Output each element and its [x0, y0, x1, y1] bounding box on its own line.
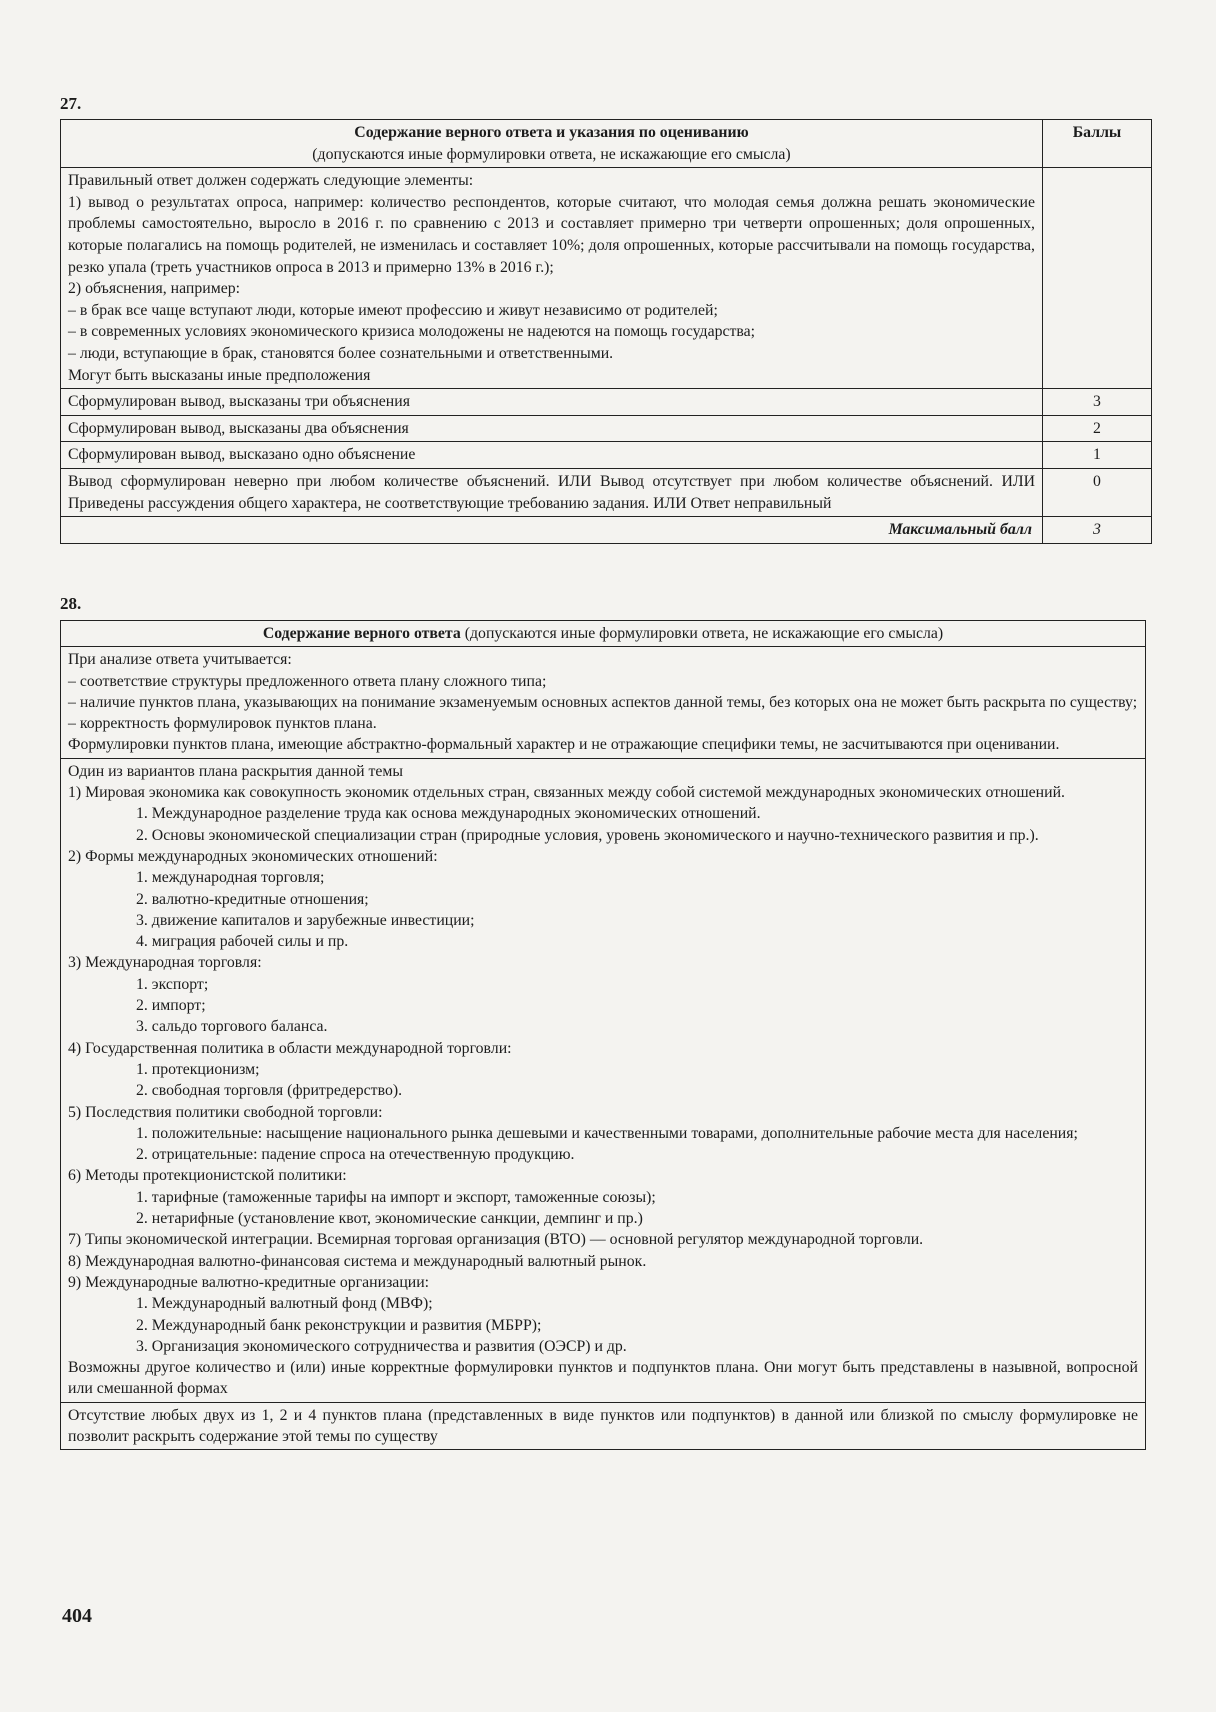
plan-subitem: 3. сальдо торгового баланса.: [136, 1018, 328, 1036]
q27-content-line: 1) вывод о результатах опроса, например: количество респондентов, которые считают, что молодая семья должна решать экономические проблемы самостоятельно, выросло в 2016 г. по сравнению с 2013 и составляет примерно три четверти опрошенных; доля опрошенных, которые полагались на помощь родителей, не изменилась и составляет 10%; доля опрошенных, которые рассчитывали на помощь государства, резко упала (треть участников опроса в 2013 и примерно 13% в 2016 г.);: [68, 193, 1035, 276]
plan-subitem: 3. движение капиталов и зарубежные инвестиции;: [136, 911, 475, 929]
q28-criteria-line: – соответствие структуры предложенного ответа плану сложного типа;: [68, 672, 547, 690]
q28-footer-row: [61, 1402, 1146, 1450]
q28-criteria-line: При анализе ответа учитывается:: [68, 651, 292, 669]
q27-score-text: Сформулирован вывод, высказаны два объяснения: [61, 415, 1043, 442]
q28-criteria-row: [61, 647, 1146, 758]
q27-content-line: Могут быть высказаны иные предположения: [68, 366, 371, 384]
plan-subitem: 1. положительные: насыщение национального рынка дешевыми и качественными товарами, дополнительные рабочие места для населения;: [136, 1124, 1078, 1142]
q27-header-content: [61, 120, 1043, 168]
page-number: 404: [62, 1605, 92, 1627]
plan-subitem: 2. импорт;: [136, 997, 206, 1015]
plan-subitem: 1. Международный валютный фонд (МВФ);: [136, 1295, 433, 1313]
q28-header-bold: Содержание верного ответа: [262, 625, 461, 642]
plan-subitem: 3. Организация экономического сотрудничества и развития (ОЭСР) и др.: [136, 1337, 627, 1355]
plan-subitem: 2. отрицательные: падение спроса на отечественную продукцию.: [136, 1146, 575, 1164]
plan-subitem: 1. экспорт;: [136, 975, 209, 993]
plan-subitem: 2. валютно-кредитные отношения;: [136, 890, 369, 908]
q28-header: [61, 621, 1146, 647]
q27-score-row: [61, 415, 1152, 442]
q28-answer-table: [60, 620, 1146, 1450]
q27-score-row: [61, 389, 1152, 416]
plan-item: 2) Формы международных экономических отношений:: [68, 847, 438, 865]
plan-subitem: 4. миграция рабочей силы и пр.: [136, 933, 349, 951]
q27-content-line: 2) объяснения, например:: [68, 280, 240, 298]
q28-criteria: [61, 647, 1146, 758]
plan-subitem: 2. свободная торговля (фритредерство).: [136, 1082, 403, 1100]
q27-max-row: [61, 517, 1152, 544]
plan-item: 3) Международная торговля:: [68, 954, 262, 972]
plan-subitem: 1. тарифные (таможенные тарифы на импорт и экспорт, таможенные союзы);: [136, 1188, 656, 1206]
q27-max-label: Максимальный балл: [61, 517, 1043, 544]
q27-content-line: – в брак все чаще вступают люди, которые имеют профессию и живут независимо от родителей;: [68, 301, 718, 319]
q27-header-main: Содержание верного ответа и указания по оцениванию: [354, 124, 749, 141]
q27-score-text: Сформулирован вывод, высказаны три объяснения: [61, 389, 1043, 416]
q27-content-row: [61, 168, 1152, 389]
q28-plan: [61, 758, 1146, 1402]
plan-item: 6) Методы протекционистской политики:: [68, 1167, 347, 1185]
q27-header-points: Баллы: [1043, 120, 1152, 168]
q28-criteria-line: – наличие пунктов плана, указывающих на понимание экзаменуемым основных аспектов данной темы, без которых она не может быть раскрыта по существу;: [68, 693, 1138, 711]
q27-content-line: – в современных условиях экономического кризиса молодожены не надеются на помощь государства;: [68, 323, 756, 341]
q27-score-text: Вывод сформулирован неверно при любом количестве объяснений. ИЛИ Вывод отсутствует при любом количестве объяснений. ИЛИ Приведены рассуждения общего характера, не соответствующие требованию задания. ИЛИ Ответ неправильный: [61, 468, 1043, 516]
q27-scoring-table: [60, 119, 1152, 544]
q27-content-line: – люди, вступающие в брак, становятся более сознательными и ответственными.: [68, 344, 614, 362]
plan-item: 7) Типы экономической интеграции. Всемирная торговая организация (ВТО) — основной регулятор международной торговли.: [68, 1231, 924, 1249]
q28-plan-row: [61, 758, 1146, 1402]
plan-subitem: 2. Международный банк реконструкции и развития (МБРР);: [136, 1316, 542, 1334]
q28-header-row: [61, 621, 1146, 647]
plan-subitem: 1. Международное разделение труда как основа международных экономических отношений.: [136, 805, 761, 823]
plan-subitem: 2. Основы экономической специализации стран (природные условия, уровень экономического и научно-технического развития и пр.).: [136, 826, 1039, 844]
q27-content-line: Правильный ответ должен содержать следующие элементы:: [68, 172, 474, 190]
q27-score-row: [61, 468, 1152, 516]
q28-criteria-line: – корректность формулировок пунктов плана.: [68, 715, 377, 733]
q27-max-points: 3: [1043, 517, 1152, 544]
question-27-number: 27.: [60, 94, 82, 113]
q28-plan-intro: Один из вариантов плана раскрытия данной темы: [68, 762, 404, 780]
plan-subitem: 1. международная торговля;: [136, 869, 325, 887]
plan-item: 1) Мировая экономика как совокупность экономик отдельных стран, связанных между собой системой международных экономических отношений.: [68, 784, 1065, 802]
question-28-number: 28.: [60, 594, 82, 613]
plan-item: 5) Последствия политики свободной торговли:: [68, 1103, 383, 1121]
q27-header-row: [61, 120, 1152, 168]
q27-score-text: Сформулирован вывод, высказано одно объяснение: [61, 442, 1043, 469]
q28-header-rest: (допускаются иные формулировки ответа, не искажающие его смысла): [460, 625, 944, 642]
q28-criteria-line: Формулировки пунктов плана, имеющие абстрактно-формальный характер и не отражающие специфики темы, не засчитываются при оценивании.: [68, 736, 1060, 754]
q27-score-points: 0: [1043, 468, 1152, 516]
q27-content-points-empty: [1043, 168, 1152, 389]
plan-item: 4) Государственная политика в области международной торговли:: [68, 1039, 512, 1057]
plan-item: 8) Международная валютно-финансовая система и международный валютный рынок.: [68, 1252, 647, 1270]
q27-score-row: [61, 442, 1152, 469]
plan-subitem: 1. протекционизм;: [136, 1060, 260, 1078]
q27-header-sub: (допускаются иные формулировки ответа, не искажающие его смысла): [312, 145, 791, 163]
q27-score-points: 2: [1043, 415, 1152, 442]
plan-item: 9) Международные валютно-кредитные организации:: [68, 1273, 430, 1291]
q27-score-points: 3: [1043, 389, 1152, 416]
q27-score-points: 1: [1043, 442, 1152, 469]
q27-answer-content: [61, 168, 1043, 389]
q28-plan-note: Возможны другое количество и (или) иные корректные формулировки пунктов и подпунктов плана. Они могут быть представлены в назывной, вопросной или смешанной формах: [68, 1359, 1138, 1398]
plan-subitem: 2. нетарифные (установление квот, экономические санкции, демпинг и пр.): [136, 1210, 643, 1228]
q28-footer: Отсутствие любых двух из 1, 2 и 4 пунктов плана (представленных в виде пунктов или подпунктов) в данной или близкой по смыслу формулировке не позволит раскрыть содержание этой темы по существу: [61, 1402, 1146, 1450]
